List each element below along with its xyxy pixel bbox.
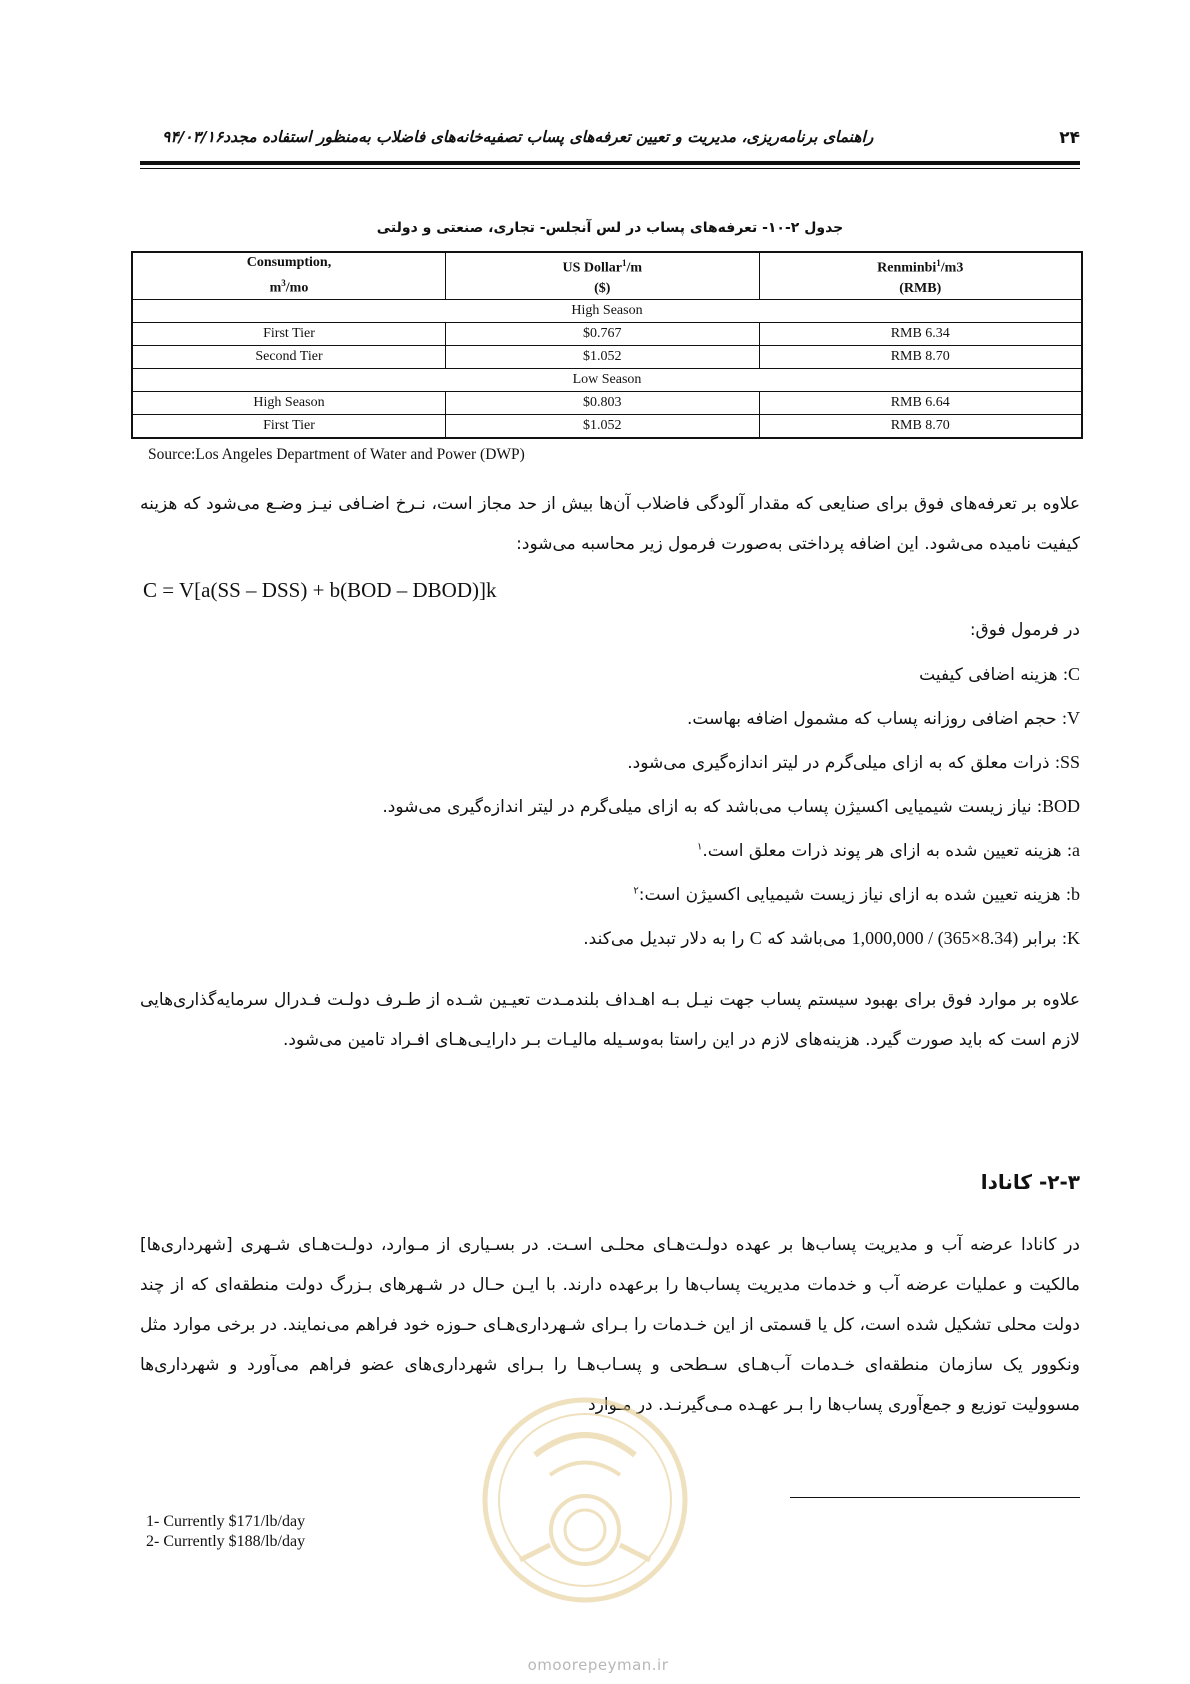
- cell-tier: High Season: [132, 392, 446, 415]
- section-high-season: High Season: [132, 300, 1082, 323]
- definition-bod: [382, 796, 1080, 817]
- symbol-bod: BOD:: [1036, 796, 1080, 816]
- header-rmb: [759, 252, 1082, 300]
- header-title-text: راهنمای برنامه‌ریزی، مدیریت و تعیین تعرفه‌های پساب تصفیه‌خانه‌های فاضلاب به‌منظور استفاده مجدد: [223, 128, 874, 146]
- definition-c-text: هزینه اضافی کیفیت: [919, 665, 1063, 685]
- definition-b-text: هزینه تعیین شده به ازای نیاز زیست شیمیایی اکسیژن است:: [638, 885, 1066, 905]
- definition-ss: [627, 752, 1080, 773]
- header-rmb-sup: 1: [936, 258, 941, 269]
- running-header: [140, 128, 1080, 154]
- footnote-rule: [790, 1497, 1080, 1498]
- cell-rmb: RMB 6.64: [759, 392, 1082, 415]
- header-rule-thick: [140, 161, 1080, 165]
- table-row: [132, 415, 1082, 439]
- tariff-table: [131, 251, 1083, 439]
- definition-bod-text: نیاز زیست شیمیایی اکسیژن پساب می‌باشد که به ازای میلی‌گرم در لیتر اندازه‌گیری می‌شود.: [382, 797, 1037, 817]
- header-usd-line1b: /m: [626, 260, 643, 276]
- table-row: [132, 392, 1082, 415]
- definition-k: [583, 928, 1080, 949]
- symbol-b: b:: [1065, 884, 1080, 904]
- table-header-row: [132, 252, 1082, 300]
- header-usd-sup: 1: [621, 258, 627, 269]
- footnotes: [146, 1512, 305, 1552]
- definition-c: [919, 664, 1080, 685]
- watermark-text: omoorepeyman.ir: [527, 1656, 669, 1674]
- header-rmb-line1a: Renminbi: [877, 260, 937, 276]
- symbol-ss: SS:: [1054, 752, 1080, 772]
- symbol-c: C:: [1062, 664, 1080, 684]
- header-consumption-line1: Consumption,: [246, 255, 332, 271]
- definition-v: [687, 708, 1080, 729]
- header-usd-line1a: US Dollar: [562, 260, 622, 276]
- footnote-ref-2: ۲: [633, 885, 639, 897]
- cell-tier: First Tier: [132, 415, 446, 439]
- page-number: ۲۴: [1059, 128, 1080, 148]
- cell-rmb: RMB 8.70: [759, 415, 1082, 439]
- cell-usd: $0.803: [446, 392, 760, 415]
- header-consumption-sup: 3: [281, 278, 286, 289]
- definition-b: [633, 884, 1080, 905]
- paragraph-canada: در کانادا عرضه آب و مدیریت پساب‌ها بر عهده دولـت‌هـای محلـی اسـت. در بسـیاری از مـوارد، دولـت‌هـای شـهری [شهرداری‌ها] مالکیت و عملیات عرضه آب و خدمات مدیریت پساب‌ها را برعهده دارند. با ایـن حـال در شـهرهای بـزرگ دولت منطقه‌ای که از چند دولت محلی تشکیل شده است، کل یا قسمتی از این خـدمات را بـرای شـهرداری‌هـای حـوزه خود فراهم می‌نمایند. در برخی موارد مثل ونکوور یک سازمان منطقه‌ای خـدمات آب‌هـای سـطحی و پسـاب‌هـا را بـرای شهرداری‌های عضو فراهم می‌آورد و شهرداری‌ها مسوولیت توزیع و جمع‌آوری پساب‌ها را بـر عهـده مـی‌گیرنـد. در مـوارد: [140, 1235, 1080, 1415]
- watermark-seal-icon: [480, 1395, 690, 1605]
- definition-k-post: را به دلار تبدیل می‌کند.: [583, 929, 750, 949]
- definition-k-c: C: [749, 928, 762, 948]
- header-rmb-line1b: /m3: [940, 260, 964, 276]
- table-source: Source:Los Angeles Department of Water and Power (DWP): [148, 446, 525, 463]
- definition-k-pre: برابر: [1018, 929, 1062, 949]
- symbol-k: K:: [1061, 928, 1080, 948]
- cell-tier: Second Tier: [132, 346, 446, 369]
- section-heading-canada: ۲-۳- کانادا: [980, 1170, 1080, 1194]
- section-row-low: [132, 369, 1082, 392]
- table-caption: جدول ۲-۱۰- تعرفه‌های پساب در لس آنجلس- تجاری، صنعتی و دولتی: [376, 220, 844, 236]
- formula-intro: در فرمول فوق:: [969, 620, 1080, 640]
- header-consumption-unit-b: /mo: [285, 280, 309, 296]
- footnote-1: 1- Currently $171/lb/day: [146, 1513, 306, 1530]
- section-row-high: [132, 300, 1082, 323]
- cell-tier: First Tier: [132, 323, 446, 346]
- definition-v-text: حجم اضافی روزانه پساب که مشمول اضافه بهاست.: [686, 709, 1062, 729]
- paragraph-investment: علاوه بر موارد فوق برای بهبود سیستم پساب جهت نیـل بـه اهـداف بلندمـدت تعیـین شـده از طـرف دولـت فـدرال سرمایه‌گذاری‌هایی لازم است که باید صورت گیرد. هزینه‌های لازم در این راستا به‌وسـیله مالیـات بـر دارایـی‌هـای افـراد تامین می‌شود.: [140, 990, 1080, 1050]
- header-usd-line2: ($): [594, 280, 611, 296]
- header-date: ۹۴/۰۳/۱۶: [162, 128, 224, 146]
- header-rmb-line2: (RMB): [899, 280, 942, 296]
- table-row: [132, 323, 1082, 346]
- definition-a-text: هزینه تعیین شده به ازای هر پوند ذرات معلق است.: [702, 841, 1067, 861]
- cell-usd: $1.052: [446, 415, 760, 439]
- header-consumption-unit-a: m: [269, 280, 282, 296]
- cell-rmb: RMB 6.34: [759, 323, 1082, 346]
- paragraph-quality-charge: علاوه بر تعرفه‌های فوق برای صنایعی که مقدار آلودگی فاضلاب آن‌ها بیش از حد مجاز است، نـرخ اضـافی نیـز وضـع می‌شود که هزینه کیفیت نامیده می‌شود. این اضافه پرداختی به‌صورت فرمول زیر محاسبه می‌شود:: [140, 494, 1080, 554]
- cell-usd: $1.052: [446, 346, 760, 369]
- quality-charge-formula: C = V[a(SS – DSS) + b(BOD – DBOD)]k: [143, 578, 497, 602]
- symbol-a: a:: [1066, 840, 1080, 860]
- cell-usd: $0.767: [446, 323, 760, 346]
- definition-a: [697, 840, 1080, 861]
- section-low-season: Low Season: [132, 369, 1082, 392]
- table-row: [132, 346, 1082, 369]
- cell-rmb: RMB 8.70: [759, 346, 1082, 369]
- symbol-v: V:: [1061, 708, 1080, 728]
- definition-ss-text: ذرات معلق که به ازای میلی‌گرم در لیتر اندازه‌گیری می‌شود.: [627, 753, 1055, 773]
- footnote-2: 2- Currently $188/lb/day: [146, 1533, 306, 1550]
- header-title: [140, 128, 873, 146]
- definition-k-mid: می‌باشد که: [761, 929, 852, 949]
- header-rule-thin: [140, 168, 1080, 169]
- footnote-ref-1: ۱: [697, 841, 703, 853]
- header-consumption: [132, 252, 446, 300]
- header-usd: [446, 252, 760, 300]
- definition-k-expression: 1,000,000 / (365×8.34): [851, 928, 1019, 948]
